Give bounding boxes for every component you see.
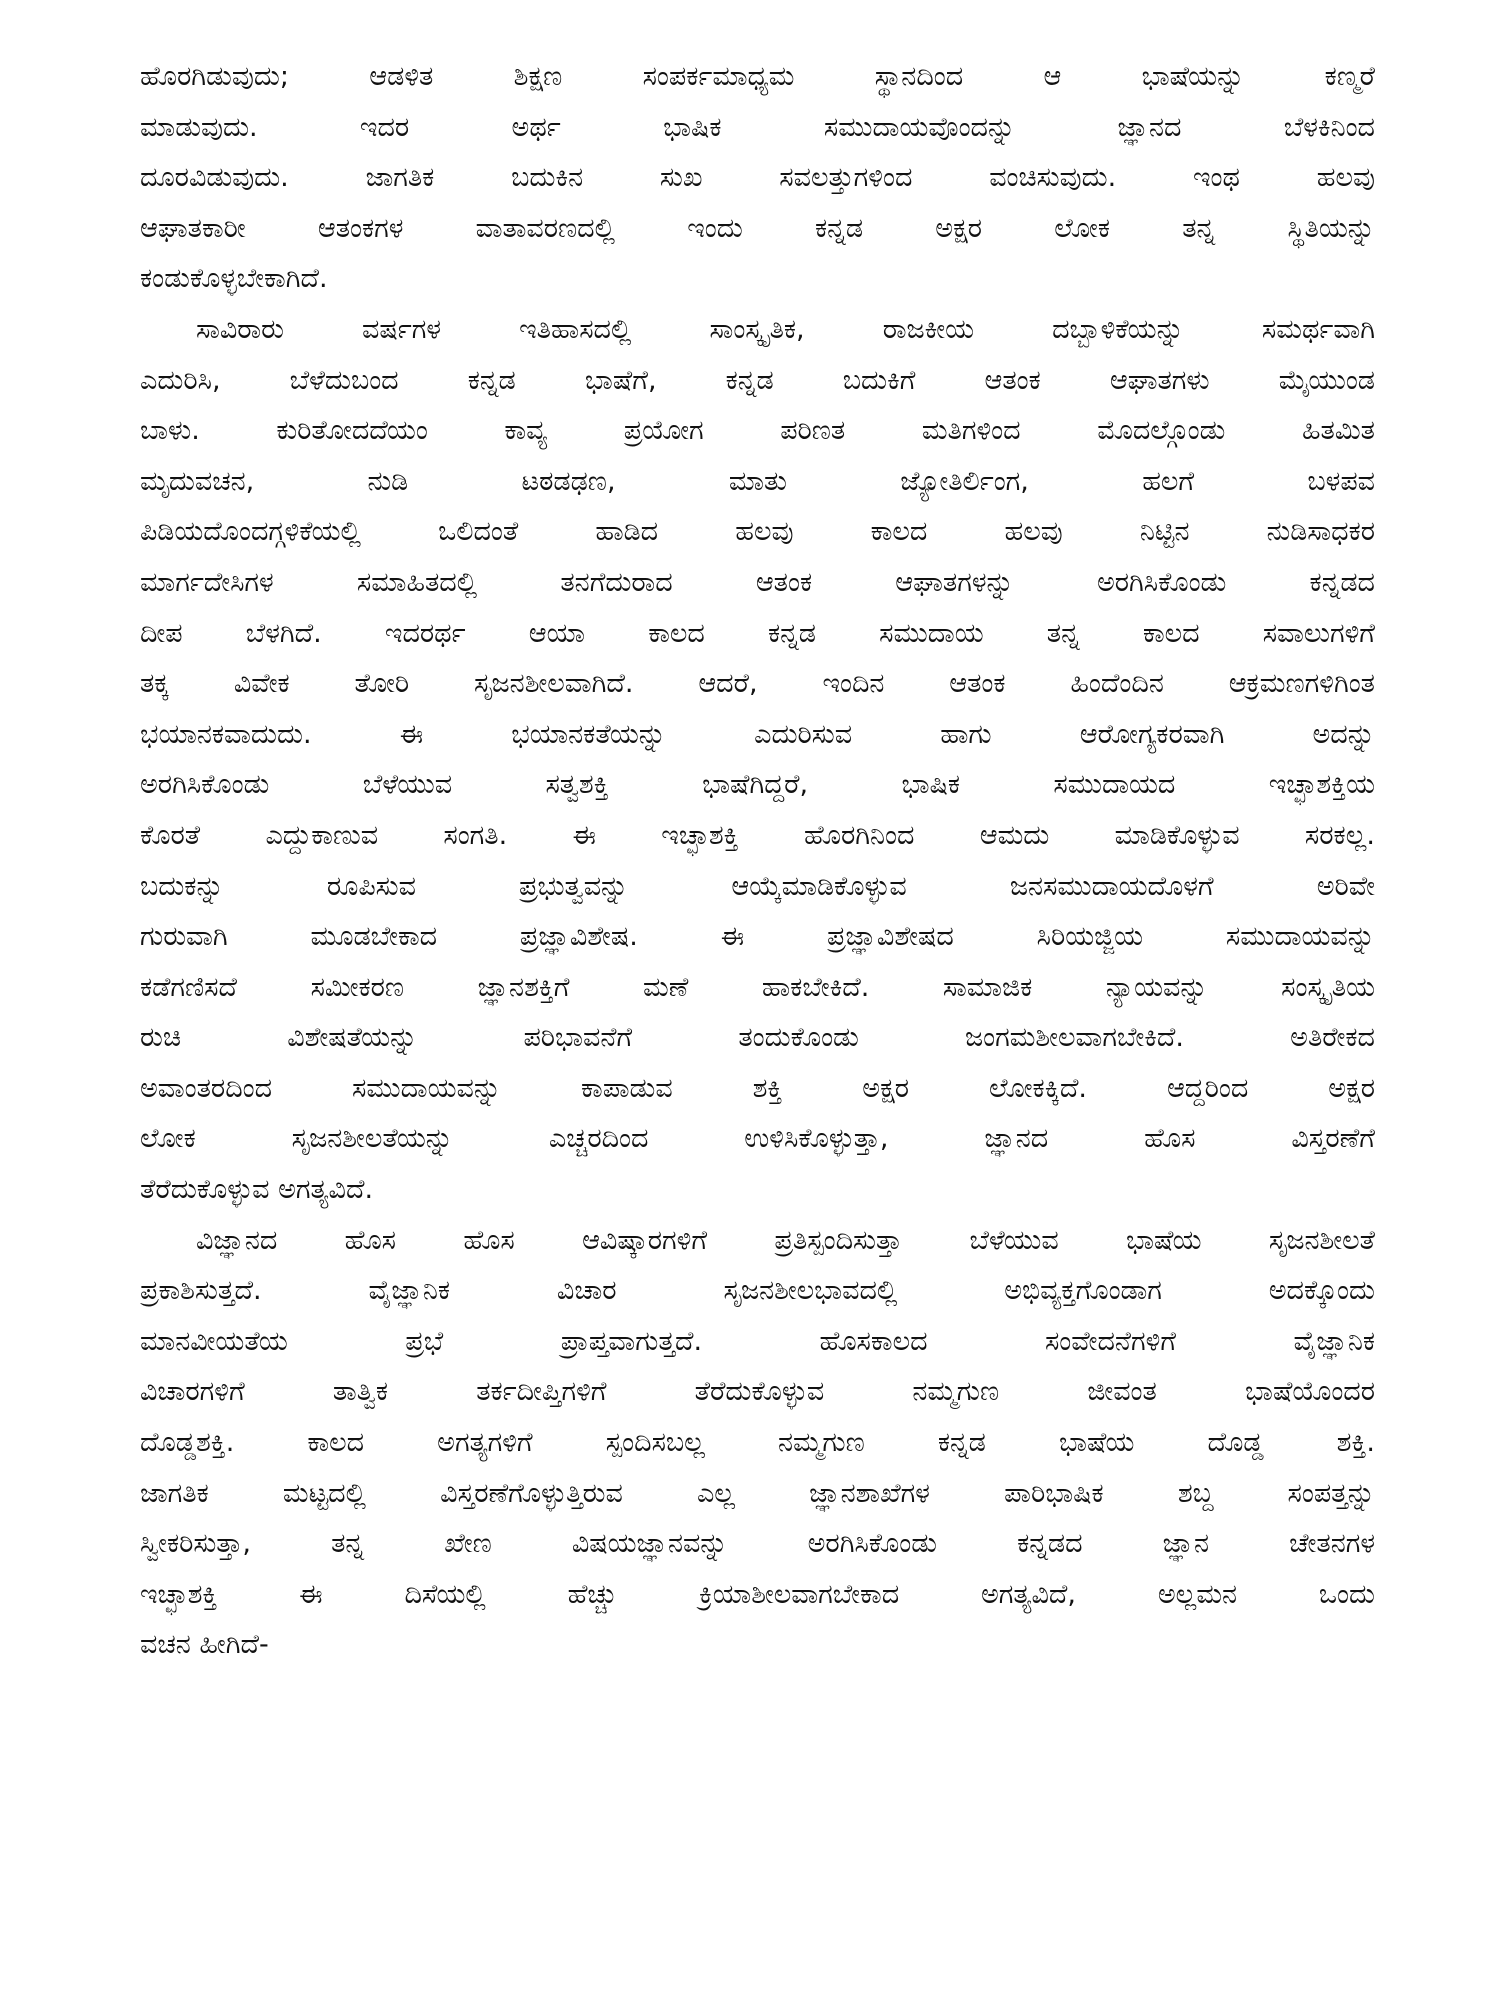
text-line: ರುಚಿ ವಿಶೇಷತೆಯನ್ನು ಪರಿಭಾವನೆಗೆ ತಂದುಕೊಂಡು ಜಂಗಮಶೀಲವಾಗಬೇಕಿದೆ. ಅತಿರೇಕದ <box>140 1022 1375 1054</box>
paragraph-1 <box>140 52 1375 305</box>
paragraph-2 <box>140 305 1375 1216</box>
text-line: ಗುರುವಾಗಿ ಮೂಡಬೇಕಾದ ಪ್ರಜ್ಞಾವಿಶೇಷ. ಈ ಪ್ರಜ್ಞಾವಿಶೇಷದ ಸಿರಿಯಜ್ಜಿಯ ಸಮುದಾಯವನ್ನು <box>140 921 1375 953</box>
text-line: ಮಾರ್ಗದೇಸಿಗಳ ಸಮಾಹಿತದಲ್ಲಿ ತನಗೆದುರಾದ ಆತಂಕ ಆಘಾತಗಳನ್ನು ಅರಗಿಸಿಕೊಂಡು ಕನ್ನಡದ <box>140 566 1375 598</box>
text-line: ಕೊರತೆ ಎದ್ದುಕಾಣುವ ಸಂಗತಿ. ಈ ಇಚ್ಛಾಶಕ್ತಿ ಹೊರಗಿನಿಂದ ಆಮದು ಮಾಡಿಕೊಳ್ಳುವ ಸರಕಲ್ಲ. <box>140 819 1375 851</box>
text-line: ಆಘಾತಕಾರೀ ಆತಂಕಗಳ ವಾತಾವರಣದಲ್ಲಿ ಇಂದು ಕನ್ನಡ ಅಕ್ಷರ ಲೋಕ ತನ್ನ ಸ್ಥಿತಿಯನ್ನು <box>140 212 1375 244</box>
text-line: ಹೊರಗಿಡುವುದು; ಆಡಳಿತ ಶಿಕ್ಷಣ ಸಂಪರ್ಕಮಾಧ್ಯಮ ಸ್ಥಾನದಿಂದ ಆ ಭಾಷೆಯನ್ನು ಕಣ್ಮರೆ <box>140 61 1375 92</box>
text-line: ಕಂಡುಕೊಳ್ಳಬೇಕಾಗಿದೆ. <box>140 263 328 295</box>
text-line: ಬಾಳು. ಕುರಿತೋದದೆಯಂ ಕಾವ್ಯ ಪ್ರಯೋಗ ಪರಿಣತ ಮತಿಗಳಿಂದ ಮೊದಲ್ಗೊಂಡು ಹಿತಮಿತ <box>140 415 1375 447</box>
text-line: ವಚನ ಹೀಗಿದೆ- <box>140 1629 269 1661</box>
text-line: ಬದುಕನ್ನು ರೂಪಿಸುವ ಪ್ರಭುತ್ವವನ್ನು ಆಯ್ಕೆಮಾಡಿಕೊಳ್ಳುವ ಜನಸಮುದಾಯದೊಳಗೆ ಅರಿವೇ <box>140 870 1375 902</box>
text-line: ಜಾಗತಿಕ ಮಟ್ಟದಲ್ಲಿ ವಿಸ್ತರಣೆಗೊಳ್ಳುತ್ತಿರುವ ಎಲ್ಲ ಜ್ಞಾನಶಾಖೆಗಳ ಪಾರಿಭಾಷಿಕ ಶಬ್ದ ಸಂಪತ್ತನ್ನು <box>140 1477 1375 1509</box>
text-line: ಸಾವಿರಾರು ವರ್ಷಗಳ ಇತಿಹಾಸದಲ್ಲಿ ಸಾಂಸ್ಕೃತಿಕ, ರಾಜಕೀಯ ದಬ್ಬಾಳಿಕೆಯನ್ನು ಸಮರ್ಥವಾಗಿ <box>196 313 1375 345</box>
document-body <box>140 52 1375 1671</box>
text-line: ಮಾಡುವುದು. ಇದರ ಅರ್ಥ ಭಾಷಿಕ ಸಮುದಾಯವೊಂದನ್ನು ಜ್ಞಾನದ ಬೆಳಕಿನಿಂದ <box>140 111 1375 143</box>
paragraph-3 <box>140 1216 1375 1671</box>
text-line: ವಿಚಾರಗಳಿಗೆ ತಾತ್ವಿಕ ತರ್ಕದೀಪ್ತಿಗಳಿಗೆ ತೆರೆದುಕೊಳ್ಳುವ ನಮ್ಮಗುಣ ಜೀವಂತ ಭಾಷೆಯೊಂದರ <box>140 1376 1375 1408</box>
text-line: ಕಡೆಗಣಿಸದೆ ಸಮೀಕರಣ ಜ್ಞಾನಶಕ್ತಿಗೆ ಮಣೆ ಹಾಕಬೇಕಿದೆ. ಸಾಮಾಜಿಕ ನ್ಯಾಯವನ್ನು ಸಂಸ್ಕೃತಿಯ <box>140 971 1375 1003</box>
text-line: ಭಯಾನಕವಾದುದು. ಈ ಭಯಾನಕತೆಯನ್ನು ಎದುರಿಸುವ ಹಾಗು ಆರೋಗ್ಯಕರವಾಗಿ ಅದನ್ನು <box>140 718 1375 750</box>
text-line: ಅರಗಿಸಿಕೊಂಡು ಬೆಳೆಯುವ ಸತ್ವಶಕ್ತಿ ಭಾಷೆಗಿದ್ದರೆ, ಭಾಷಿಕ ಸಮುದಾಯದ ಇಚ್ಛಾಶಕ್ತಿಯ <box>140 769 1375 801</box>
text-line: ಪ್ರಕಾಶಿಸುತ್ತದೆ. ವೈಜ್ಞಾನಿಕ ವಿಚಾರ ಸೃಜನಶೀಲಭಾವದಲ್ಲಿ ಅಭಿವ್ಯಕ್ತಗೊಂಡಾಗ ಅದಕ್ಕೊಂದು <box>140 1275 1375 1307</box>
text-line: ಎದುರಿಸಿ, ಬೆಳೆದುಬಂದ ಕನ್ನಡ ಭಾಷೆಗೆ, ಕನ್ನಡ ಬದುಕಿಗೆ ಆತಂಕ ಆಘಾತಗಳು ಮೈಯುಂಡ <box>140 364 1375 396</box>
text-line: ಸ್ವೀಕರಿಸುತ್ತಾ, ತನ್ನ ಖೇಣ ವಿಷಯಜ್ಞಾನವನ್ನು ಅರಗಿಸಿಕೊಂಡು ಕನ್ನಡದ ಜ್ಞಾನ ಚೇತನಗಳ <box>140 1528 1375 1560</box>
text-line: ವಿಜ್ಞಾನದ ಹೊಸ ಹೊಸ ಆವಿಷ್ಕಾರಗಳಿಗೆ ಪ್ರತಿಸ್ಪಂದಿಸುತ್ತಾ ಬೆಳೆಯುವ ಭಾಷೆಯ ಸೃಜನಶೀಲತೆ <box>196 1224 1375 1256</box>
text-line: ದೀಪ ಬೆಳಗಿದೆ. ಇದರರ್ಥ ಆಯಾ ಕಾಲದ ಕನ್ನಡ ಸಮುದಾಯ ತನ್ನ ಕಾಲದ ಸವಾಲುಗಳಿಗೆ <box>140 617 1375 649</box>
text-line: ತಕ್ಕ ವಿವೇಕ ತೋರಿ ಸೃಜನಶೀಲವಾಗಿದೆ. ಆದರೆ, ಇಂದಿನ ಆತಂಕ ಹಿಂದೆಂದಿನ ಆಕ್ರಮಣಗಳಿಗಿಂತ <box>140 668 1375 700</box>
text-line: ಲೋಕ ಸೃಜನಶೀಲತೆಯನ್ನು ಎಚ್ಚರದಿಂದ ಉಳಿಸಿಕೊಳ್ಳುತ್ತಾ, ಜ್ಞಾನದ ಹೊಸ ವಿಸ್ತರಣೆಗೆ <box>140 1123 1375 1155</box>
text-line: ಪಿಡಿಯದೊಂದಗ್ಗಳಿಕೆಯಲ್ಲಿ ಒಲಿದಂತೆ ಹಾಡಿದ ಹಲವು ಕಾಲದ ಹಲವು ನಿಟ್ಟಿನ ನುಡಿಸಾಧಕರ <box>140 516 1375 548</box>
text-line: ದೂರವಿಡುವುದು. ಜಾಗತಿಕ ಬದುಕಿನ ಸುಖ ಸವಲತ್ತುಗಳಿಂದ ವಂಚಿಸುವುದು. ಇಂಥ ಹಲವು <box>140 162 1375 194</box>
text-line: ಇಚ್ಛಾಶಕ್ತಿ ಈ ದಿಸೆಯಲ್ಲಿ ಹೆಚ್ಚು ಕ್ರಿಯಾಶೀಲವಾಗಬೇಕಾದ ಅಗತ್ಯವಿದೆ, ಅಲ್ಲಮನ ಒಂದು <box>140 1578 1375 1610</box>
text-line: ತೆರೆದುಕೊಳ್ಳುವ ಅಗತ್ಯವಿದೆ. <box>140 1174 374 1206</box>
text-line: ಮೃದುವಚನ, ನುಡಿ ಟಠಡಢಣ, ಮಾತು ಜ್ಯೋತಿರ್ಲಿಂಗ, ಹಲಗೆ ಬಳಪವ <box>140 465 1375 497</box>
text-line: ಮಾನವೀಯತೆಯ ಪ್ರಭೆ ಪ್ರಾಪ್ತವಾಗುತ್ತದೆ. ಹೊಸಕಾಲದ ಸಂವೇದನೆಗಳಿಗೆ ವೈಜ್ಞಾನಿಕ <box>140 1325 1375 1357</box>
text-line: ಅವಾಂತರದಿಂದ ಸಮುದಾಯವನ್ನು ಕಾಪಾಡುವ ಶಕ್ತಿ ಅಕ್ಷರ ಲೋಕಕ್ಕಿದೆ. ಆದ್ದರಿಂದ ಅಕ್ಷರ <box>140 1072 1375 1104</box>
text-line: ದೊಡ್ಡಶಕ್ತಿ. ಕಾಲದ ಅಗತ್ಯಗಳಿಗೆ ಸ್ಪಂದಿಸಬಲ್ಲ ನಮ್ಮಗುಣ ಕನ್ನಡ ಭಾಷೆಯ ದೊಡ್ಡ ಶಕ್ತಿ. <box>140 1427 1375 1459</box>
